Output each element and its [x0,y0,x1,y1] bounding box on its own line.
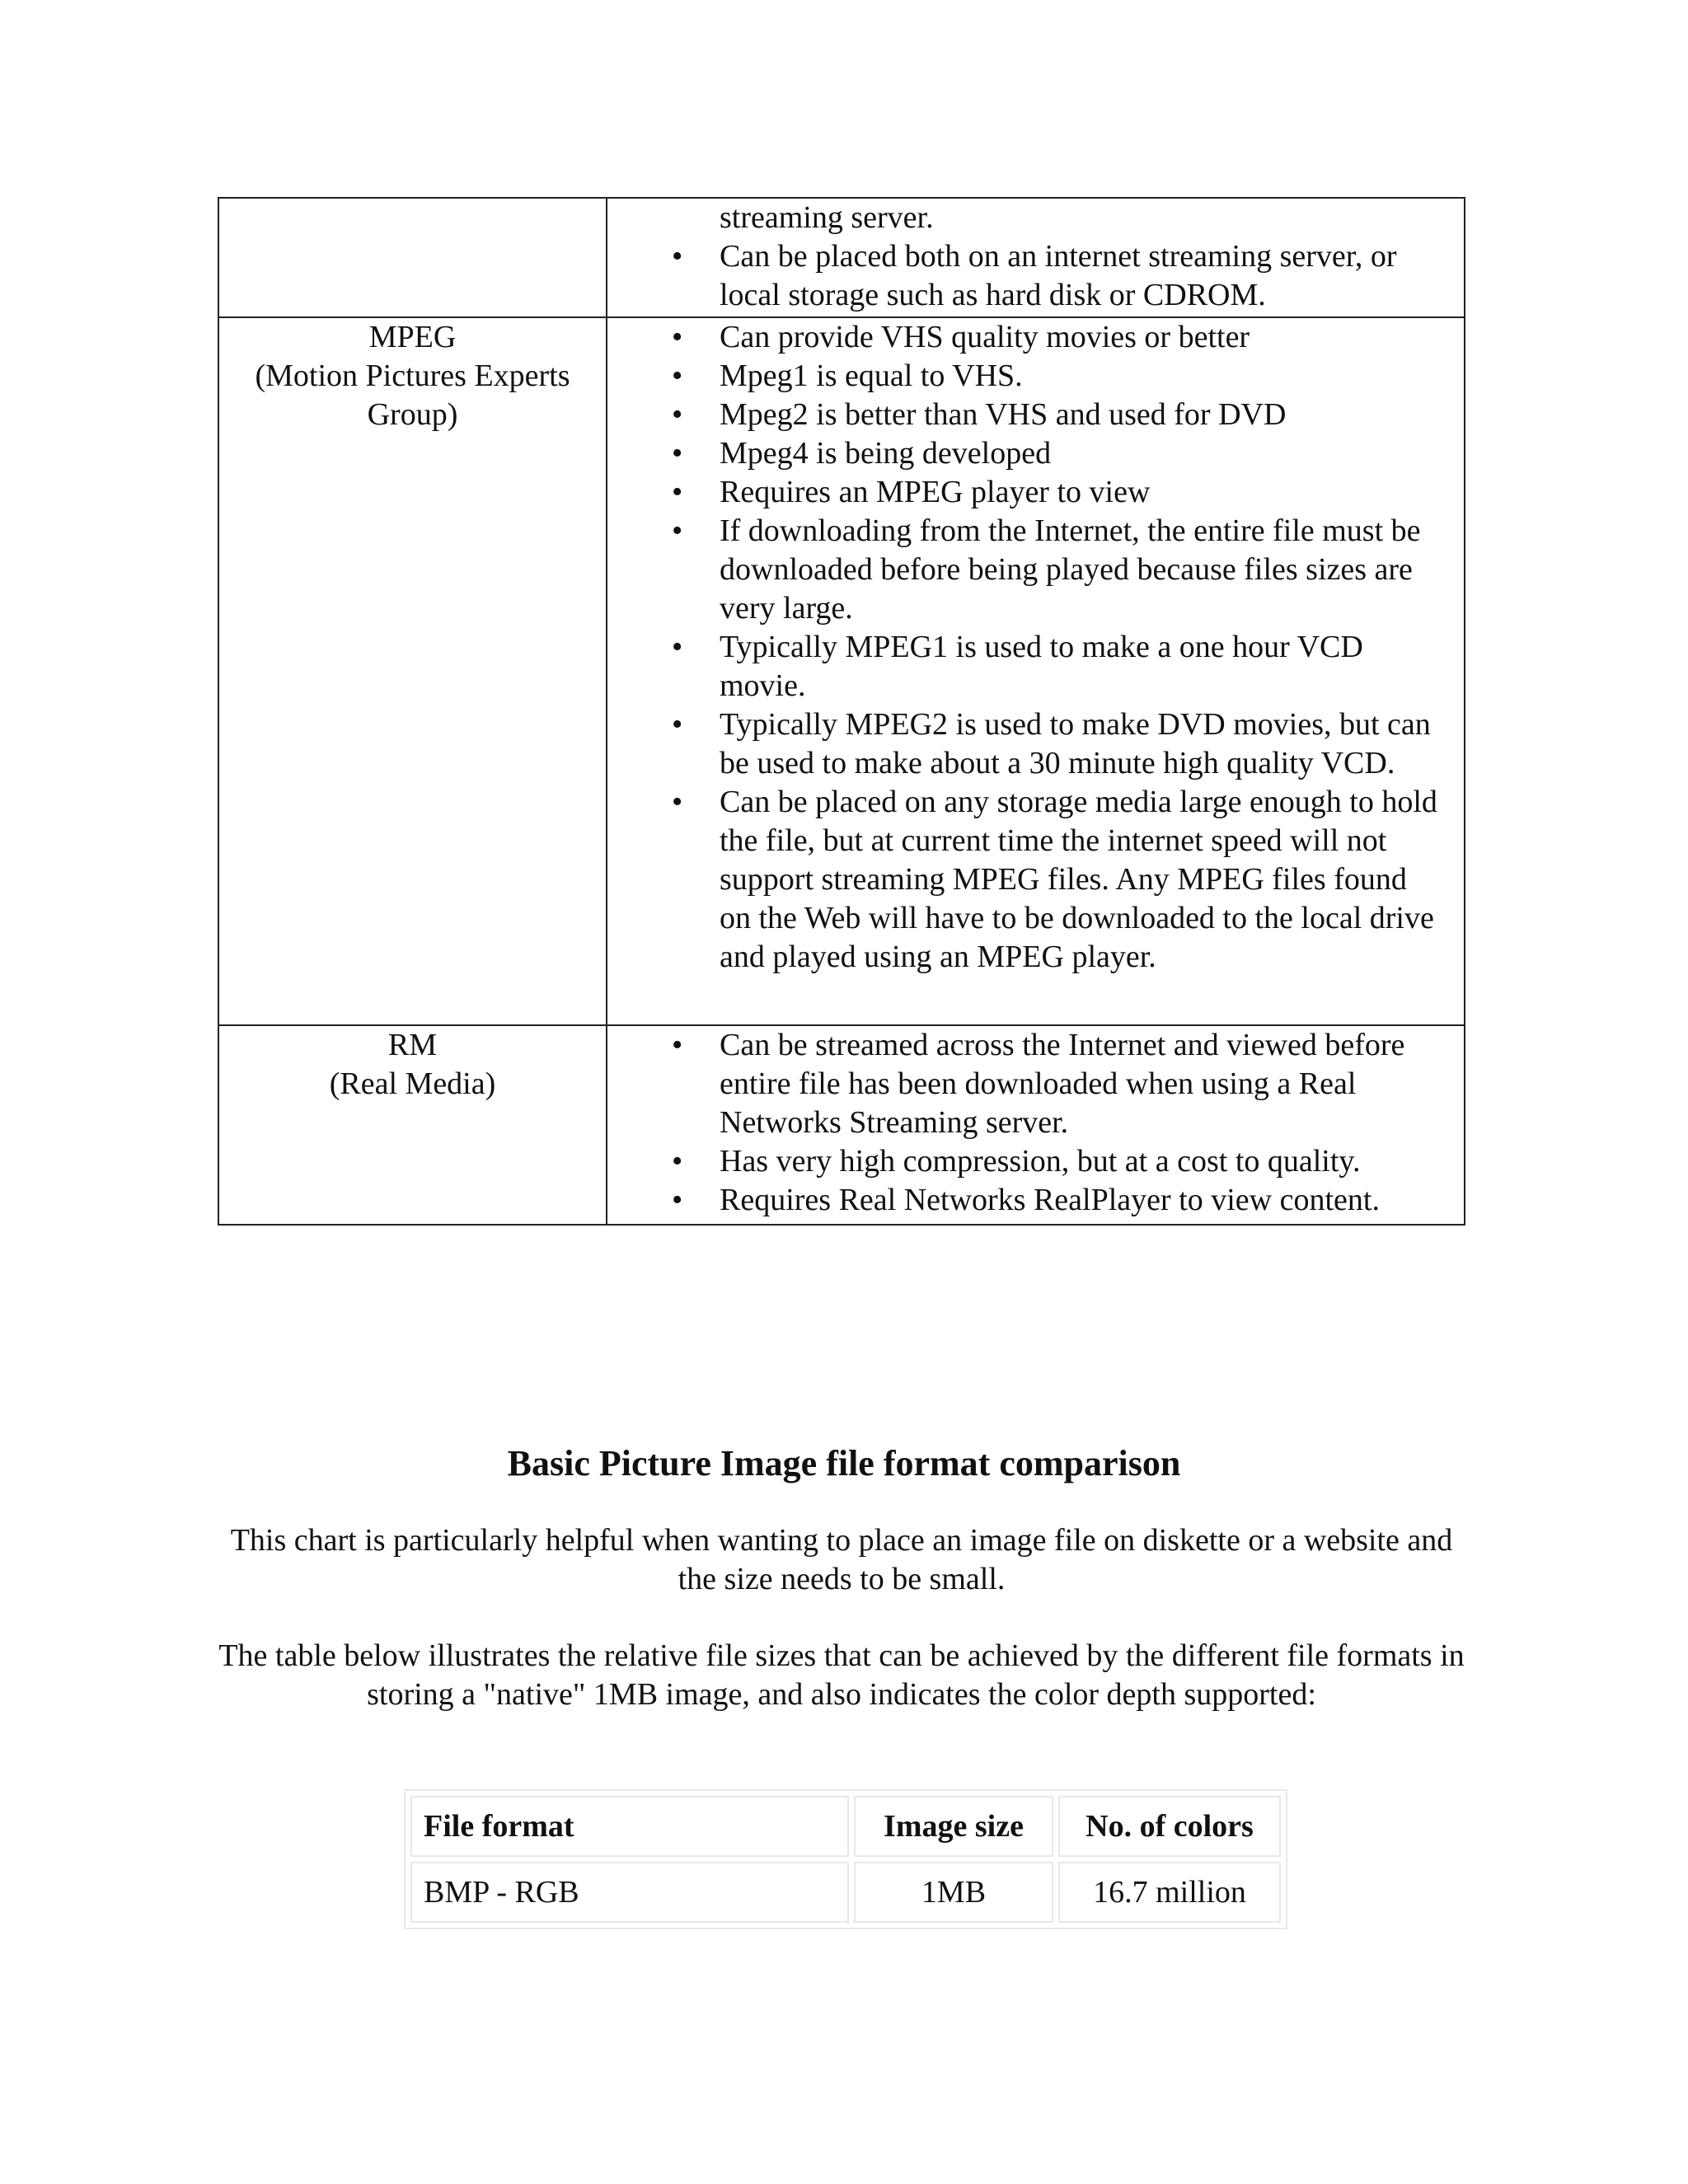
feature-item: • Requires an MPEG player to view [720,473,1444,512]
table-cell: 1MB [854,1862,1053,1923]
column-header: Image size [854,1796,1053,1857]
feature-item: • Has very high compression, but at a cost to quality. [720,1142,1444,1181]
feature-item: • Mpeg2 is better than VHS and used for DVD [720,396,1444,434]
feature-list [720,1026,1444,1220]
features-cell [607,317,1465,1025]
format-cell [218,317,607,1025]
feature-list [720,318,1444,977]
format-name: RM [387,1028,438,1062]
feature-item: • Typically MPEG2 is used to make DVD movies, but can be used to make about a 30 minute high quality VCD. [720,705,1444,783]
table-row [410,1862,1281,1923]
table-header-row [410,1796,1281,1857]
table-cell: 16.7 million [1058,1862,1281,1923]
format-cell [218,1025,607,1225]
table-row [218,198,1465,317]
table-cell: BMP - RGB [410,1862,849,1923]
feature-item: • Can provide VHS quality movies or better [720,318,1444,357]
video-format-table [218,197,1465,1226]
image-format-table [404,1789,1287,1929]
feature-item: • Typically MPEG1 is used to make a one hour VCD movie. [720,628,1444,705]
feature-item: • Mpeg1 is equal to VHS. [720,357,1444,396]
intro-paragraph: This chart is particularly helpful when wanting to place an image file on diskette or a website and the size needs to be small. [230,1523,1453,1596]
features-cell [607,198,1465,317]
feature-list [720,199,1444,315]
column-header: File format [410,1796,849,1857]
feature-item: • If downloading from the Internet, the entire file must be downloaded before being played because files sizes are very large. [720,512,1444,628]
table-row [218,1025,1465,1225]
feature-item: • Can be placed on any storage media large enough to hold the file, but at current time the internet speed will not support streaming MPEG files. Any MPEG files found on the Web will have to be downloaded to the local drive and played using an MPEG player. [720,783,1444,977]
format-description: (Motion Pictures Experts Group) [255,359,570,432]
feature-continuation: streaming server. [720,200,934,235]
format-cell [218,198,607,317]
intro-paragraph: The table below illustrates the relative file sizes that can be achieved by the different file formats in storing a "native" 1MB image, and also indicates the color depth supported: [218,1638,1465,1712]
section-title: Basic Picture Image file format comparison [507,1443,1181,1483]
feature-item: • Can be placed both on an internet streaming server, or local storage such as hard disk or CDROM. [720,237,1444,315]
format-name: MPEG [368,320,457,354]
feature-item: • Requires Real Networks RealPlayer to view content. [720,1181,1444,1220]
features-cell [607,1025,1465,1225]
format-description: (Real Media) [329,1066,496,1101]
table-row [218,317,1465,1025]
feature-item: • Mpeg4 is being developed [720,434,1444,473]
feature-item: • Can be streamed across the Internet and viewed before entire file has been downloaded when using a Real Networks Streaming server. [720,1026,1444,1142]
column-header: No. of colors [1058,1796,1281,1857]
